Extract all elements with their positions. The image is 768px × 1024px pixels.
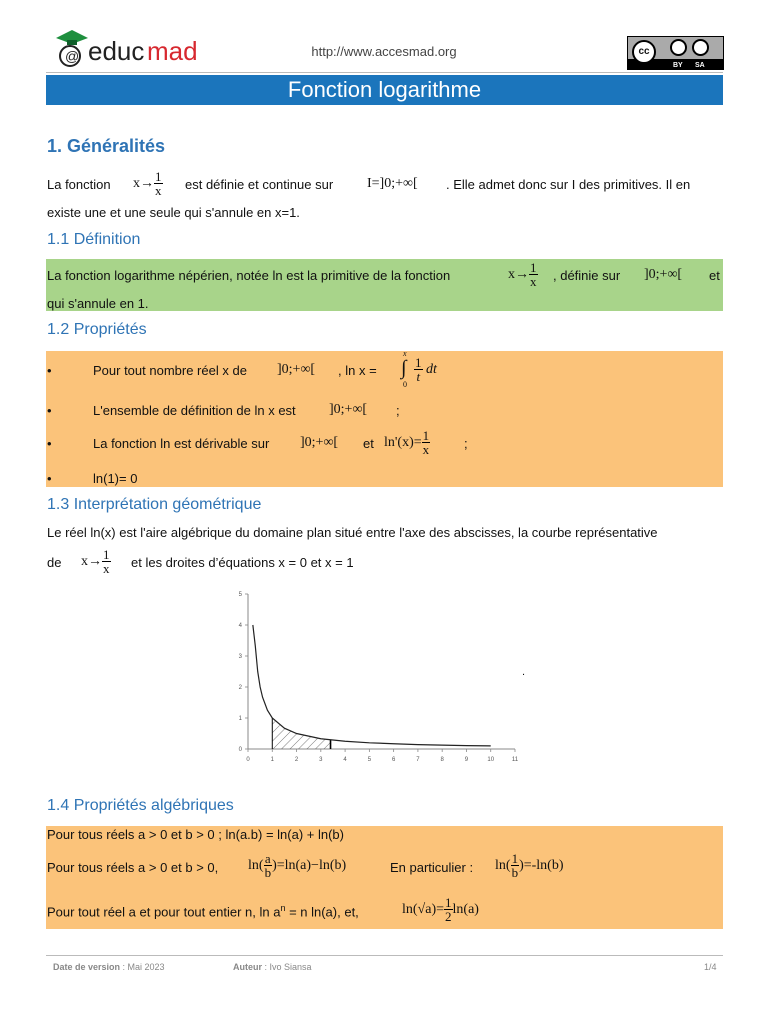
prop-3-interval: ]0;+∞[ bbox=[300, 435, 339, 450]
footer-author-value: : Ivo Siansa bbox=[262, 962, 312, 972]
title-bar bbox=[46, 75, 723, 105]
alg-line-2b: En particulier : bbox=[390, 860, 474, 875]
ln-open: ln( bbox=[248, 857, 264, 873]
denominator: b bbox=[264, 865, 272, 880]
deriv-lhs: ln'(x)= bbox=[384, 434, 422, 450]
y-tick-label: 3 bbox=[238, 654, 242, 660]
prop-2a: L'ensemble de définition de ln x est bbox=[93, 403, 296, 418]
exponent-n: n bbox=[280, 903, 286, 913]
footer-author-label: Auteur bbox=[233, 962, 262, 972]
y-tick-label: 2 bbox=[238, 685, 242, 691]
numerator: 1 bbox=[103, 547, 110, 562]
sqrt-formula bbox=[402, 896, 479, 923]
integrand-fraction bbox=[414, 356, 423, 383]
sqrt-lhs: ln(√a)= bbox=[402, 901, 445, 917]
hyperbola-chart bbox=[230, 588, 520, 766]
fraction bbox=[511, 852, 520, 879]
y-tick-label: 5 bbox=[238, 592, 242, 598]
integral-sign: ∫ bbox=[401, 357, 407, 379]
prop-1-interval: ]0;+∞[ bbox=[277, 362, 316, 377]
quotient-rhs: )=ln(a)−ln(b) bbox=[272, 857, 347, 873]
prop-1a: Pour tout nombre réel x de bbox=[93, 363, 247, 378]
def-text-2: qui s'annule en 1. bbox=[47, 296, 149, 311]
x-tick-label: 3 bbox=[319, 757, 323, 763]
shaded-area bbox=[272, 718, 330, 749]
x-tick-label: 9 bbox=[464, 757, 469, 763]
denominator: t bbox=[416, 369, 421, 384]
denominator: x bbox=[155, 183, 162, 198]
footer-date bbox=[53, 962, 165, 972]
x-tick-label: 11 bbox=[511, 757, 519, 763]
geo-text-1: Le réel ln(x) est l'aire algébrique du domaine plan situé entre l'axe des abscisses, la courbe représentative bbox=[47, 525, 658, 540]
map-arrow: x→ bbox=[81, 553, 102, 569]
denominator: x bbox=[530, 274, 537, 289]
def-map-1-over-x bbox=[508, 261, 538, 288]
integral-lower: 0 bbox=[403, 380, 407, 389]
license-sa-label: SA bbox=[695, 62, 705, 69]
footer-date-label: Date de version bbox=[53, 962, 121, 972]
fraction bbox=[102, 548, 111, 575]
x-tick-label: 6 bbox=[391, 757, 396, 763]
numerator: 1 bbox=[415, 355, 422, 370]
header-divider bbox=[46, 72, 723, 73]
def-text-1c: et bbox=[709, 268, 720, 283]
curve-1-over-x bbox=[253, 625, 491, 746]
alg-line-3a: Pour tout réel a et pour tout entier n, ln a bbox=[47, 904, 281, 920]
bullet: • bbox=[47, 471, 52, 486]
section-heading-generalites: 1. Généralités bbox=[47, 136, 166, 156]
x-tick-label: 1 bbox=[270, 757, 274, 763]
x-tick-label: 0 bbox=[246, 757, 250, 763]
gen-text-1b: est définie et continue sur bbox=[185, 177, 334, 192]
section-heading-proprietes: 1.2 Propriétés bbox=[47, 321, 147, 338]
page-title: Fonction logarithme bbox=[287, 77, 482, 102]
sa-icon bbox=[692, 39, 709, 56]
prop-2b: ; bbox=[396, 403, 400, 418]
y-tick-label: 1 bbox=[238, 716, 242, 722]
interval-I: I=]0;+∞[ bbox=[367, 176, 418, 191]
def-interval: ]0;+∞[ bbox=[644, 267, 683, 282]
derivative-formula bbox=[384, 429, 430, 456]
x-tick-label: 10 bbox=[487, 757, 495, 763]
alg-line-2a: Pour tous réels a > 0 et b > 0, bbox=[47, 860, 219, 875]
bullet: • bbox=[47, 363, 52, 378]
numerator: a bbox=[264, 851, 271, 866]
gen-text-1d: existe une et une seule qui s'annule en x=1. bbox=[47, 205, 300, 220]
prop-4: ln(1)= 0 bbox=[93, 471, 138, 486]
prop-3b: et bbox=[363, 436, 374, 451]
x-tick-label: 8 bbox=[440, 757, 444, 763]
ln-open: ln( bbox=[495, 857, 511, 873]
map-1-over-x bbox=[133, 170, 163, 197]
integral-formula bbox=[398, 349, 448, 389]
inverse-formula bbox=[495, 852, 564, 879]
x-tick-label: 4 bbox=[343, 757, 347, 763]
x-tick-label: 2 bbox=[294, 757, 299, 763]
inverse-rhs: )=-ln(b) bbox=[519, 857, 564, 873]
section-heading-algebriques: 1.4 Propriétés algébriques bbox=[47, 797, 234, 814]
bullet: • bbox=[47, 436, 52, 451]
alg-line-3b: = n ln(a), et, bbox=[285, 904, 359, 920]
footer-divider bbox=[46, 955, 723, 956]
license-by-label: BY bbox=[673, 62, 683, 69]
prop-3c: ; bbox=[464, 436, 468, 451]
x-tick-label: 5 bbox=[367, 757, 372, 763]
footer-author bbox=[233, 962, 312, 972]
cc-icon: cc bbox=[632, 40, 656, 64]
prop-3a: La fonction ln est dérivable sur bbox=[93, 436, 270, 451]
footer-date-value: : Mai 2023 bbox=[120, 962, 165, 972]
prop-1b: , ln x = bbox=[338, 363, 377, 378]
by-icon bbox=[670, 39, 687, 56]
header-url[interactable]: http://www.accesmad.org bbox=[311, 44, 457, 59]
fraction bbox=[422, 429, 431, 456]
gen-text-1a: La fonction bbox=[47, 177, 111, 192]
prop-2-interval: ]0;+∞[ bbox=[329, 402, 368, 417]
map-arrow: x→ bbox=[508, 266, 529, 282]
gen-text-1c: . Elle admet donc sur I des primitives. Il en bbox=[446, 177, 691, 192]
sqrt-rhs: ln(a) bbox=[452, 901, 479, 917]
geo-map-1-over-x bbox=[81, 548, 111, 575]
fraction bbox=[529, 261, 538, 288]
fraction bbox=[154, 170, 163, 197]
integral-upper: x bbox=[403, 349, 407, 358]
fraction bbox=[444, 896, 453, 923]
section-heading-geometrie: 1.3 Interprétation géométrique bbox=[47, 496, 262, 513]
numerator: 1 bbox=[530, 260, 537, 275]
def-text-1a: La fonction logarithme népérien, notée ln est la primitive de la fonction bbox=[47, 268, 451, 283]
bullet: • bbox=[47, 403, 52, 418]
def-text-1b: , définie sur bbox=[553, 268, 621, 283]
numerator: 1 bbox=[445, 895, 452, 910]
alg-line-1: Pour tous réels a > 0 et b > 0 ; ln(a.b) = ln(a) + ln(b) bbox=[47, 827, 344, 842]
x-tick-label: 7 bbox=[416, 757, 420, 763]
integral-dt: dt bbox=[426, 362, 437, 377]
map-arrow: x→ bbox=[133, 175, 154, 191]
numerator: 1 bbox=[511, 851, 519, 866]
denominator: x bbox=[103, 561, 110, 576]
stray-dot: . bbox=[522, 666, 526, 678]
alg-line-3 bbox=[47, 903, 359, 919]
cc-license-badge[interactable] bbox=[627, 36, 724, 70]
y-tick-label: 4 bbox=[238, 623, 242, 629]
denominator: x bbox=[422, 442, 430, 457]
geo-text-2b: et les droites d’équations x = 0 et x = 1 bbox=[131, 555, 354, 570]
footer-page-number: 1/4 bbox=[704, 962, 717, 972]
fraction bbox=[264, 852, 273, 879]
quotient-formula bbox=[248, 852, 346, 879]
numerator: 1 bbox=[155, 169, 162, 184]
y-tick-label: 0 bbox=[238, 747, 242, 753]
svg-text:@: @ bbox=[65, 48, 80, 64]
denominator: 2 bbox=[445, 909, 452, 924]
numerator: 1 bbox=[422, 428, 430, 443]
denominator: b bbox=[511, 865, 519, 880]
logo-text-educ: educ bbox=[88, 36, 145, 66]
section-heading-definition: 1.1 Définition bbox=[47, 231, 141, 248]
logo-text-mad: mad bbox=[147, 36, 198, 66]
geo-text-2a: de bbox=[47, 555, 62, 570]
